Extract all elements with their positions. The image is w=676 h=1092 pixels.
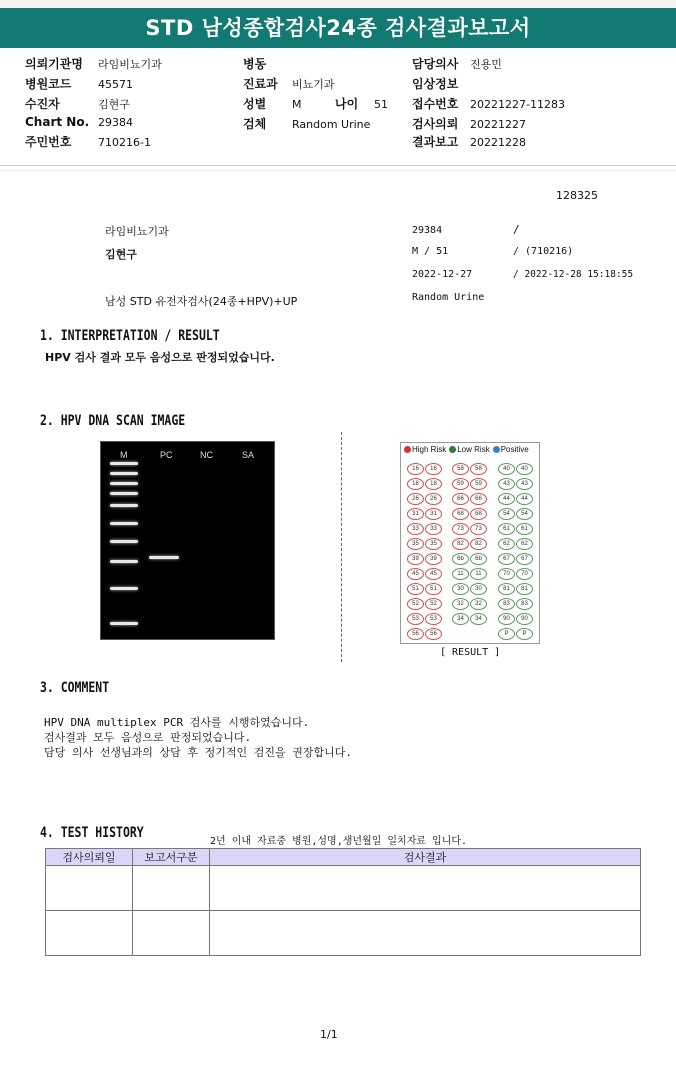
page-number: 1/1 [320,1028,338,1041]
legend-dot-icon [449,446,456,453]
ladder-band [110,560,138,563]
hpv-type-marker: 82 [470,538,487,550]
header-field-label: 검체 [243,117,267,131]
hpv-type-marker: 18 [407,478,424,490]
hpv-type-marker: 34 [470,613,487,625]
top-strip [0,0,676,8]
hpv-type-marker: 90 [498,613,515,625]
hpv-type-marker: 90 [516,613,533,625]
ladder-band [110,492,138,495]
info-rrn: / (710216) [513,246,574,257]
hpv-type-marker: 32 [452,598,469,610]
header-field-label: 주민번호 [25,135,72,149]
header-field-value: 비뇨기과 [292,78,335,91]
header-field-label: 접수번호 [412,97,459,111]
hpv-type-marker: 51 [425,583,442,595]
hpv-type-marker: 83 [516,598,533,610]
hpv-type-marker: 32 [470,598,487,610]
hpv-type-marker: 81 [498,583,515,595]
hpv-type-marker: 45 [407,568,424,580]
header-field [412,115,526,132]
ladder-band [110,472,138,475]
hpv-type-marker: 44 [516,493,533,505]
hpv-type-marker: 81 [516,583,533,595]
hpv-type-marker: 43 [516,478,533,490]
header-field [25,115,133,129]
hpv-type-marker: 70 [516,568,533,580]
hpv-type-marker: 40 [516,463,533,475]
col-request-date: 검사의뢰일 [46,849,133,866]
legend-dot-icon [404,446,411,453]
hpv-type-marker: 66 [452,493,469,505]
header-field-value: M [292,98,302,111]
gel-electrophoresis-image [100,441,275,640]
hpv-type-marker: 66 [470,493,487,505]
header-field-value: 20221228 [470,136,526,149]
info-test-name: 남성 STD 유전자검사(24종+HPV)+UP [105,295,298,308]
hpv-type-marker: 73 [470,523,487,535]
table-row [46,911,641,956]
lane-label-m: M [120,450,128,460]
hpv-type-marker: 35 [407,538,424,550]
hpv-type-marker: 70 [498,568,515,580]
header-divider [0,165,676,166]
hpv-type-marker: 61 [498,523,515,535]
header-field [25,75,133,92]
hpv-type-marker: 18 [425,478,442,490]
info-sex-age: M / 51 [412,246,449,257]
hpv-type-marker: 6b [452,553,469,565]
age-label: 나이 [335,97,359,111]
hpv-type-marker: 61 [516,523,533,535]
hpv-type-marker: 26 [407,493,424,505]
header-field-label: 임상정보 [412,77,459,91]
hpv-type-marker: 56 [407,628,424,640]
ladder-band [110,482,138,485]
hpv-type-marker: 11 [452,568,469,580]
hpv-type-marker: 43 [498,478,515,490]
ladder-band [110,504,138,507]
col-report-type: 보고서구분 [133,849,210,866]
hpv-type-marker: 56 [425,628,442,640]
hpv-type-marker: 45 [425,568,442,580]
hpv-type-marker: 51 [407,583,424,595]
col-result: 검사결과 [210,849,641,866]
legend-dot-icon [493,446,500,453]
info-slash: / [513,223,520,236]
comment-line-2: 검사결과 모두 음성으로 판정되었습니다. [44,731,252,744]
age-field [335,95,388,112]
history-table [45,848,641,956]
section-comment-title: 3. COMMENT [40,680,110,696]
header-field-label: 결과보고 [412,135,459,149]
header-field-label: 의뢰기관명 [25,57,83,71]
legend-item [404,445,446,454]
header-field-label: 성별 [243,97,267,111]
header-field [412,95,565,112]
header-field-label: 병동 [243,57,267,71]
doc-number: 128325 [556,189,598,202]
section-history-title: 4. TEST HISTORY [40,825,144,841]
header-field-label: 담당의사 [412,57,459,71]
hpv-type-marker: 33 [425,523,442,535]
hpv-type-marker: 16 [407,463,424,475]
hpv-type-marker: 62 [516,538,533,550]
ladder-band [110,622,138,625]
header-field [25,55,162,72]
comment-line-1: HPV DNA multiplex PCR 검사를 시행하였습니다. [44,716,310,729]
info-patient: 김현구 [105,248,137,261]
hpv-type-marker: 44 [498,493,515,505]
ladder-band [110,522,138,525]
hpv-type-marker: 39 [425,553,442,565]
ladder-band [110,540,138,543]
hpv-result-panel [400,442,540,644]
header-field-value: 20221227 [470,118,526,131]
header-field [243,95,302,112]
legend-item [449,445,489,454]
hpv-type-marker: 59 [452,478,469,490]
hpv-type-marker: 39 [407,553,424,565]
header-field [243,115,370,132]
hpv-type-marker: 68 [452,508,469,520]
lane-label-pc: PC [160,450,173,460]
hpv-type-marker: 67 [516,553,533,565]
hpv-type-marker: 33 [407,523,424,535]
hpv-type-marker: 35 [425,538,442,550]
lane-label-nc: NC [200,450,213,460]
hpv-type-marker: 34 [452,613,469,625]
report-title: STD 남성종합검사24종 검사결과보고서 [0,8,676,48]
header-field-value: 김현구 [98,98,130,111]
history-header-row [46,849,641,866]
table-row [46,866,641,911]
hpv-type-marker: 58 [452,463,469,475]
result-caption: [ RESULT ] [440,647,501,658]
header-field-value: Random Urine [292,118,371,131]
hpv-type-marker: 53 [425,613,442,625]
hpv-type-marker: 58 [470,463,487,475]
info-hospital: 라임비뇨기과 [105,225,169,238]
header-field [412,133,526,150]
header-field-label: 검사의뢰 [412,117,459,131]
header-field-value: 45571 [98,78,133,91]
header-field-value: 29384 [98,116,133,129]
header-field [412,55,502,72]
hpv-type-marker: 73 [452,523,469,535]
legend-label: Positive [500,445,529,454]
hpv-type-marker: 11 [470,568,487,580]
history-note: 2년 이내 자료중 병원,성명,생년월일 일치자료 입니다. [210,836,468,847]
header-field-value: 라임비뇨기과 [98,58,162,71]
hpv-type-marker: 6b [470,553,487,565]
age-value: 51 [374,98,389,111]
lane-label-sa: SA [242,450,255,460]
info-chart: 29384 [412,225,443,236]
hpv-type-marker: 16 [425,463,442,475]
comment-line-3: 담당 의사 선생님과의 상담 후 정기적인 검진을 권장합니다. [44,746,353,759]
hpv-type-marker: P [516,628,533,640]
header-field-value: 20221227-11283 [470,98,565,111]
info-specimen: Random Urine [412,292,485,303]
header-field [412,75,470,92]
header-field [243,55,292,72]
header-field [25,95,130,112]
header-field-label: Chart No. [25,115,90,129]
info-receive-date: 2022-12-27 [412,269,473,280]
header-divider-light [0,170,676,171]
legend-label: High Risk [412,445,447,454]
divider-dashed [341,432,342,662]
legend-label: Low Risk [457,445,490,454]
header-field-label: 수진자 [25,97,60,111]
interpretation-result: HPV 검사 결과 모두 음성으로 판정되었습니다. [45,351,275,364]
hpv-type-marker: 53 [407,613,424,625]
legend-item [493,445,529,454]
hpv-type-marker: 40 [498,463,515,475]
ladder-band [110,462,138,465]
section-scan-image-title: 2. HPV DNA SCAN IMAGE [40,413,186,429]
header-field-value: 진용민 [470,58,502,71]
hpv-type-marker: 67 [498,553,515,565]
header-field [243,75,335,92]
hpv-type-marker: 52 [425,598,442,610]
header-field [25,133,151,150]
hpv-type-marker: 62 [498,538,515,550]
header-field-label: 병원코드 [25,77,72,91]
hpv-type-marker: 30 [470,583,487,595]
hpv-type-marker: 54 [516,508,533,520]
section-interpretation-title: 1. INTERPRETATION / RESULT [40,328,220,344]
hpv-type-marker: P [498,628,515,640]
header-field-value: 710216-1 [98,136,151,149]
hpv-type-marker: 54 [498,508,515,520]
risk-legend [404,445,532,454]
ladder-band [110,587,138,590]
hpv-type-marker: 31 [407,508,424,520]
hpv-type-marker: 59 [470,478,487,490]
info-report-date: / 2022-12-28 15:18:55 [513,269,634,280]
hpv-type-marker: 83 [498,598,515,610]
hpv-type-marker: 31 [425,508,442,520]
hpv-type-marker: 82 [452,538,469,550]
header-field-label: 진료과 [243,77,278,91]
hpv-type-marker: 30 [452,583,469,595]
positive-control-band [149,556,179,559]
hpv-type-marker: 52 [407,598,424,610]
hpv-type-marker: 68 [470,508,487,520]
hpv-type-marker: 26 [425,493,442,505]
